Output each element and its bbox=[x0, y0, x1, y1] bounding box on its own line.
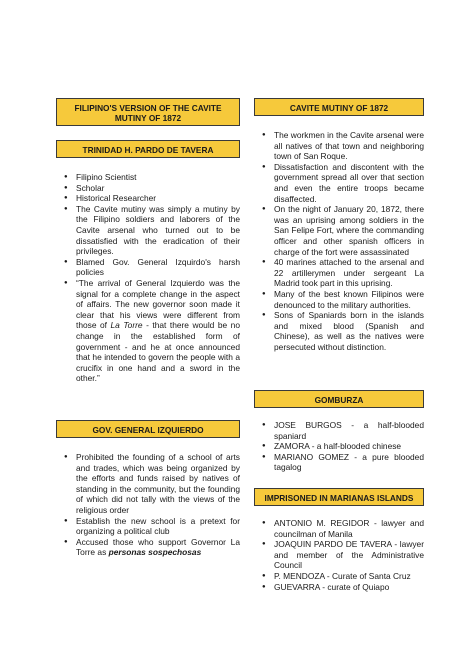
list-item: ● Historical Researcher bbox=[76, 193, 240, 204]
list-item: ● Blamed Gov. General Izquirdo's harsh policies bbox=[76, 257, 240, 278]
accused-term: personas sospechosas bbox=[108, 547, 202, 558]
list-item: ● JOSE BURGOS - a half-blooded spaniard bbox=[274, 420, 424, 441]
list-item: ● GUEVARRA - curate of Quiapo bbox=[274, 582, 424, 593]
left-column bbox=[56, 98, 240, 558]
cavite-list bbox=[254, 130, 424, 352]
list-item: ● The Cavite mutiny was simply a mutiny by the Filipino soldiers and laborers of the Cavite arsenal who turned out to be dissatisfied with the eradication of their privileges. bbox=[76, 204, 240, 257]
quote-text-1: “The arrival of General Izquierdo was the signal for a complete change in the aspect of affairs. The new governor soon made it clear that his views were different from those of bbox=[76, 277, 240, 331]
imprisoned-list bbox=[254, 518, 424, 592]
izquierdo-list bbox=[56, 452, 240, 558]
list-item: ● Establish the new school is a pretext for organizing a political club bbox=[76, 516, 240, 537]
list-item: ● P. MENDOZA - Curate of Santa Cruz bbox=[274, 571, 424, 582]
list-item: ● Many of the best known Filipinos were denounced to the military authorities. bbox=[274, 289, 424, 310]
imprisoned-header: IMPRISONED IN MARIANAS ISLANDS bbox=[254, 488, 424, 506]
list-item: ● JOAQUIN PARDO DE TAVERA - lawyer and member of the Administrative Council bbox=[274, 539, 424, 571]
quote-italic: La Torre bbox=[110, 320, 143, 331]
gomburza-list bbox=[254, 420, 424, 473]
list-item: ● The workmen in the Cavite arsenal were all natives of that town and neighboring town of San Roque. bbox=[274, 130, 424, 162]
list-item: ● Filipino Scientist bbox=[76, 172, 240, 183]
cavite-mutiny-header: CAVITE MUTINY OF 1872 bbox=[254, 98, 424, 116]
list-item: ● Sons of Spaniards born in the islands and mixed blood (Spanish and Chinese), as well as the natives were persecuted without distinction. bbox=[274, 310, 424, 352]
tavera-list bbox=[56, 172, 240, 384]
list-item: ● ANTONIO M. REGIDOR - lawyer and councilman of Manila bbox=[274, 518, 424, 539]
list-item: ● Dissatisfaction and discontent with the government spread all over that section and even the entire troops became disaffected. bbox=[274, 162, 424, 204]
list-item: ● On the night of January 20, 1872, there was an uprising among soldiers in the San Felipe Fort, where the commanding officer and other spanish officers in charge of the fort were assassinated bbox=[274, 204, 424, 257]
quote-text-2: - that there would be no change in the established form of government - and he at once announced that he intended to govern the people with a crucifix in one hand and a sword in the other.” bbox=[76, 320, 240, 384]
list-item: ● Prohibited the founding of a school of arts and trades, which was being organized by the efforts and funds raised by natives of standing in the community, but the founding of which did not tally with the views of the religious order bbox=[76, 452, 240, 516]
filipinos-version-header: FILIPINO'S VERSION OF THE CAVITE MUTINY OF 1872 bbox=[56, 98, 240, 126]
list-item: ● MARIANO GOMEZ - a pure blooded tagalog bbox=[274, 452, 424, 473]
quote-item bbox=[76, 278, 240, 384]
right-column bbox=[254, 98, 424, 592]
accused-text: Accused those who support Governor La Torre as bbox=[76, 536, 240, 558]
list-item bbox=[76, 537, 240, 558]
list-item: ● ZAMORA - a half-blooded chinese bbox=[274, 441, 424, 452]
list-item: ● Scholar bbox=[76, 183, 240, 194]
list-item: ● 40 marines attached to the arsenal and 22 artillerymen under sergeant La Madrid took part in this uprising. bbox=[274, 257, 424, 289]
izquierdo-header: GOV. GENERAL IZQUIERDO bbox=[56, 420, 240, 438]
tavera-header: TRINIDAD H. PARDO DE TAVERA bbox=[56, 140, 240, 158]
gomburza-header: GOMBURZA bbox=[254, 390, 424, 408]
